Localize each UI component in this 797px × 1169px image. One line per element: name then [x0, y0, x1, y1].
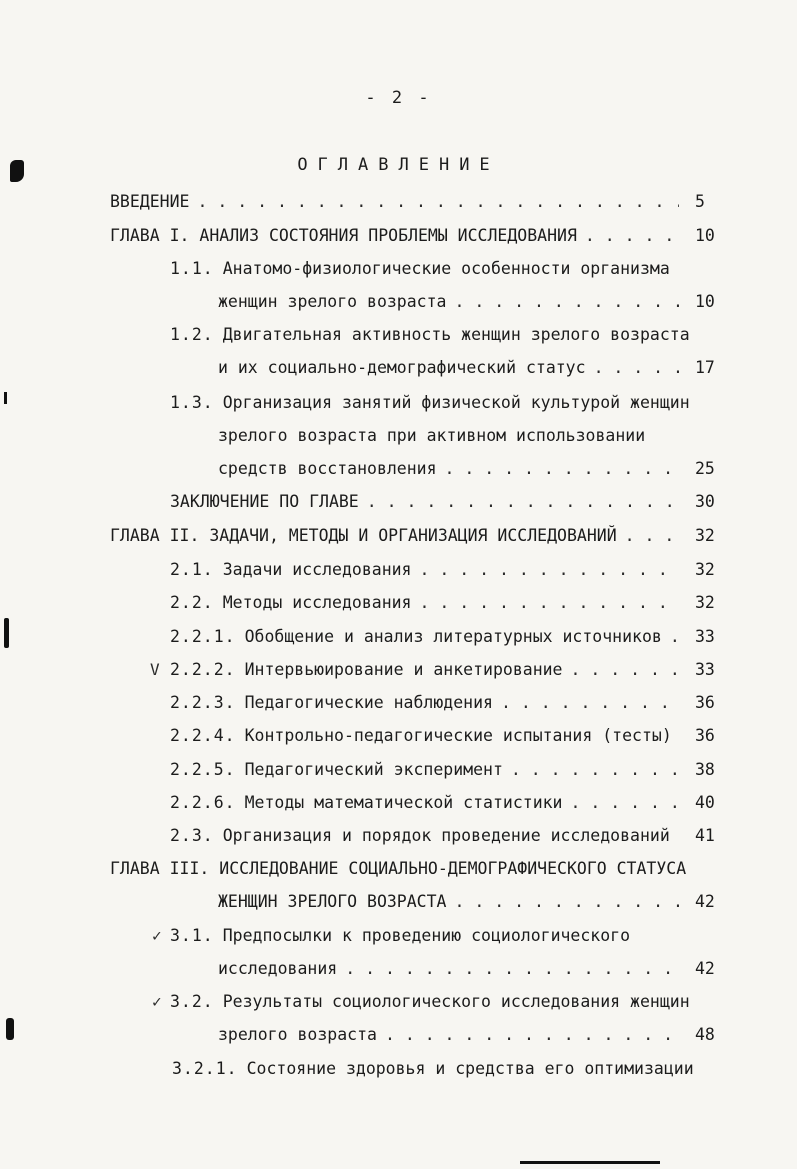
toc-entry-title: ГЛАВА II. ЗАДАЧИ, МЕТОДЫ И ОРГАНИЗАЦИЯ ИССЛЕДОВАНИЙ: [110, 526, 617, 545]
toc-entry-page: 42: [695, 959, 715, 978]
leader-dots: [501, 692, 679, 714]
toc-entry-title: Педагогические наблюдения: [244, 693, 493, 712]
toc-entry-page: 10: [695, 292, 715, 311]
toc-entry-title: Интервьюирование и анкетирование: [244, 660, 563, 679]
toc-entry-1-1-continued[interactable]: [218, 291, 715, 313]
leader-dots: [385, 1024, 679, 1046]
toc-entry-2-2-1[interactable]: [170, 626, 715, 648]
toc-entry-chapter-1[interactable]: [110, 225, 715, 247]
toc-entry-number: 3.1.: [170, 926, 214, 945]
toc-entry-title: зрелого возраста: [218, 1025, 377, 1044]
toc-entry-3-2[interactable]: [170, 991, 690, 1013]
toc-entry-1-3[interactable]: [170, 392, 690, 414]
toc-entry-page: 38: [695, 760, 715, 779]
leader-dots: [571, 659, 680, 681]
toc-entry-number: 2.2.5.: [170, 760, 236, 779]
toc-entry-title: ГЛАВА III. ИССЛЕДОВАНИЕ СОЦИАЛЬНО-ДЕМОГРАФИЧЕСКОГО СТАТУСА: [110, 859, 687, 878]
toc-entry-number: 2.2.: [170, 593, 214, 612]
leader-dots: [511, 759, 679, 781]
scan-artifact: [6, 1018, 14, 1040]
toc-entry-page: 32: [695, 560, 715, 579]
toc-entry-1-3-continued[interactable]: [218, 425, 687, 447]
check-mark-icon: ✓: [152, 926, 162, 945]
toc-entry-number: 1.2.: [170, 325, 214, 344]
toc-entry-2-2-5[interactable]: [170, 759, 715, 781]
leader-dots: [420, 559, 680, 581]
toc-entry-title: Задачи исследования: [222, 560, 412, 579]
toc-entry-title: ВВЕДЕНИЕ: [110, 192, 190, 211]
toc-entry-page: 32: [695, 526, 715, 545]
toc-entry-number: 2.2.1.: [170, 627, 236, 646]
toc-entry-number: 2.2.3.: [170, 693, 236, 712]
toc-entry-title: Организация и порядок проведение исследований: [222, 826, 670, 845]
leader-dots: [454, 891, 679, 913]
toc-entry-page: 48: [695, 1025, 715, 1044]
toc-entry-number: 2.2.6.: [170, 793, 236, 812]
toc-entry-3-2-continued[interactable]: [218, 1024, 715, 1046]
toc-entry-title: женщин зрелого возраста: [218, 292, 447, 311]
toc-entry-title: ЗАКЛЮЧЕНИЕ ПО ГЛАВЕ: [170, 492, 359, 511]
toc-entry-number: 1.3.: [170, 393, 214, 412]
toc-entry-title: ЖЕНЩИН ЗРЕЛОГО ВОЗРАСТА: [218, 892, 447, 911]
leader-dots: [420, 592, 680, 614]
scan-artifact: [4, 618, 9, 648]
toc-entry-chapter-3[interactable]: [110, 858, 687, 880]
toc-entry-title: Контрольно-педагогические испытания (тесты): [244, 726, 672, 745]
toc-entry-page: 42: [695, 892, 715, 911]
toc-entry-page: 5: [695, 192, 705, 211]
toc-entry-title: Состояние здоровья и средства его оптимизации: [246, 1059, 694, 1078]
toc-entry-title: Результаты социологического исследования женщин: [222, 992, 690, 1011]
toc-entry-chapter-2[interactable]: [110, 525, 715, 547]
toc-entry-title: Предпосылки к проведению социологического: [222, 926, 631, 945]
leader-dots: [445, 458, 679, 480]
toc-entry-1-2[interactable]: [170, 324, 690, 346]
toc-entry-title: Педагогический эксперимент: [244, 760, 503, 779]
toc-entry-3-1[interactable]: [170, 925, 687, 947]
leader-dots: [345, 958, 679, 980]
toc-entry-3-2-1[interactable]: [172, 1058, 692, 1080]
check-mark-icon: V: [150, 660, 160, 679]
scan-artifact: [4, 392, 7, 404]
toc-entry-title: Методы исследования: [222, 593, 412, 612]
toc-entry-2-2[interactable]: [170, 592, 715, 614]
toc-entry-2-2-4[interactable]: [170, 725, 715, 747]
toc-entry-page: 17: [695, 358, 715, 377]
page-title: ОГЛАВЛЕНИЕ: [297, 155, 500, 175]
toc-entry-title: и их социально-демографический статус: [218, 358, 586, 377]
toc-entry-page: 33: [695, 627, 715, 646]
toc-entry-title: средств восстановления: [218, 459, 437, 478]
toc-entry-1-2-continued[interactable]: [218, 357, 715, 379]
toc-entry-title: зрелого возраста при активном использовании: [218, 426, 646, 445]
leader-dots: [594, 357, 679, 379]
toc-entry-page: 32: [695, 593, 715, 612]
leader-dots: [454, 291, 679, 313]
toc-entry-number: 1.1.: [170, 259, 214, 278]
toc-entry-page: 33: [695, 660, 715, 679]
toc-entry-title: Обобщение и анализ литературных источников: [244, 627, 662, 646]
toc-entry-page: 30: [695, 492, 715, 511]
toc-entry-page: 25: [695, 459, 715, 478]
toc-entry-3-1-continued[interactable]: [218, 958, 715, 980]
toc-entry-page: 41: [695, 826, 715, 845]
toc-entry-1-3-continued-2[interactable]: [218, 458, 715, 480]
scan-artifact: [520, 1161, 660, 1164]
leader-dots: [625, 525, 679, 547]
toc-entry-page: 36: [695, 693, 715, 712]
toc-entry-title: Методы математической статистики: [244, 793, 563, 812]
toc-entry-number: 3.2.1.: [172, 1059, 238, 1078]
toc-entry-2-2-3[interactable]: [170, 692, 715, 714]
toc-entry-number: 2.2.2.: [170, 660, 236, 679]
leader-dots: [678, 825, 679, 847]
leader-dots: [571, 792, 680, 814]
toc-entry-title: исследования: [218, 959, 338, 978]
leader-dots: [585, 225, 679, 247]
toc-entry-number: 2.3.: [170, 826, 214, 845]
toc-entry-title: Организация занятий физической культурой женщин: [222, 393, 690, 412]
check-mark-icon: ✓: [152, 992, 162, 1011]
toc-entry-page: 36: [695, 726, 715, 745]
toc-entry-number: 2.1.: [170, 560, 214, 579]
leader-dots: [197, 191, 679, 213]
toc-entry-chapter-1-conclusion[interactable]: [170, 491, 715, 513]
scan-artifact: [10, 160, 24, 182]
toc-entry-title: Анатомо-физиологические особенности организма: [222, 259, 670, 278]
toc-entry-2-2-2[interactable]: [170, 659, 715, 681]
toc-entry-page: 40: [695, 793, 715, 812]
toc-entry-number: 2.2.4.: [170, 726, 236, 745]
leader-dots: [367, 491, 679, 513]
toc-entry-2-1[interactable]: [170, 559, 715, 581]
toc-entry-chapter-3-continued[interactable]: [218, 891, 715, 913]
leader-dots: [670, 626, 679, 648]
toc-entry-title: Двигательная активность женщин зрелого возраста: [222, 325, 690, 344]
page-number: - 2 -: [365, 88, 432, 108]
toc-entry-2-3[interactable]: [170, 825, 715, 847]
toc-entry-number: 3.2.: [170, 992, 214, 1011]
toc-entry-2-2-6[interactable]: [170, 792, 715, 814]
toc-entry-page: 10: [695, 226, 715, 245]
toc-entry-title: ГЛАВА I. АНАЛИЗ СОСТОЯНИЯ ПРОБЛЕМЫ ИССЛЕДОВАНИЯ: [110, 226, 577, 245]
toc-entry-introduction[interactable]: [110, 191, 705, 213]
toc-entry-1-1[interactable]: [170, 258, 687, 280]
